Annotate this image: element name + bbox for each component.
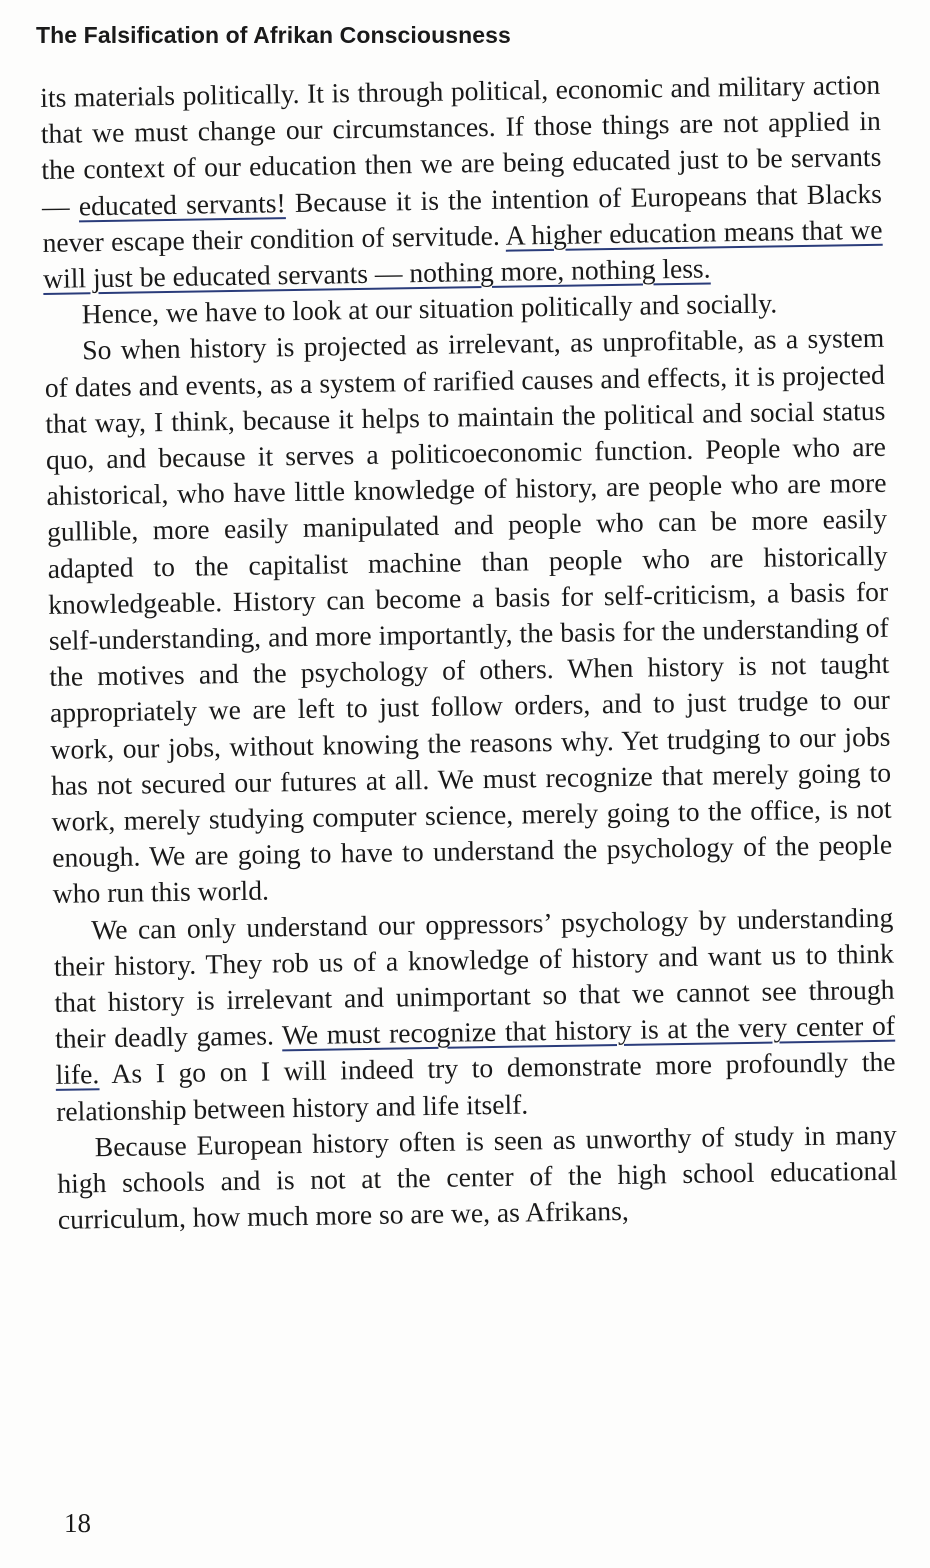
- text-segment: As I go on I will indeed try to demonstrate more profoundly the relationship between history and life itself.: [55, 1046, 896, 1127]
- paragraph-4: [53, 899, 896, 1129]
- underlined-text: educated servants!: [78, 186, 286, 222]
- paragraph-3: [44, 320, 893, 912]
- text-segment: We can only understand our oppressors’ psychology by understanding their history. They rob us of a knowledge of history and want us to think that history is irrelevant and unimportant so that we cannot see through their deadly games.: [53, 901, 895, 1055]
- body-text: [40, 67, 898, 1239]
- text-segment: its materials politically. It is through political, economic and military action that we must change our circumstances. If those things are not applied in the context of our education then we are being educated just to be servants —: [40, 68, 882, 222]
- page-number: 18: [64, 1508, 91, 1538]
- paragraph-1: [40, 67, 883, 297]
- text-segment: Because it is the intention of Europeans that Blacks never escape their condition of servitude.: [42, 177, 883, 258]
- text-segment: So when history is projected as irrelevant, as unprofitable, as a system of dates and events, as a system of rarified causes and effects, it is projected that way, I think, because it helps to maintain the political and social status quo, and because it serves a politicoeconomic function. People who are ahistorical, who have little knowledge of history, are people who are more gullible, more easily manipulated and people who can be more easily adapted to the capitalist machine than people who are historically knowledgeable. History can become a basis for self-criticism, a basis for self-understanding, and more importantly, the basis for the understanding of the motives and the psychology of others. When history is not taught appropriately we are left to just follow orders, and to just trudge to our work, our jobs, without knowing the reasons why. Yet trudging to our jobs has not secured our futures at all. We must recognize that merely going to work, merely studying computer science, merely going to the office, is not enough. We are going to have to understand the psychology of the people who run this world.: [44, 322, 893, 910]
- running-head: The Falsification of Afrikan Consciousness: [36, 22, 511, 48]
- text-segment: Hence, we have to look at our situation politically and socially.: [81, 287, 778, 330]
- underlined-text: We must recognize that history is at the very center of life.: [55, 1009, 896, 1091]
- paragraph-5: [56, 1117, 898, 1239]
- underlined-text: A higher education means that we will just be educated servants — nothing more, nothing less.: [42, 213, 883, 294]
- text-segment: Because European history often is seen as unworthy of study in many high schools and is not at the center of the high school educational curriculum, how much more so are we, as Afrikans,: [57, 1118, 898, 1236]
